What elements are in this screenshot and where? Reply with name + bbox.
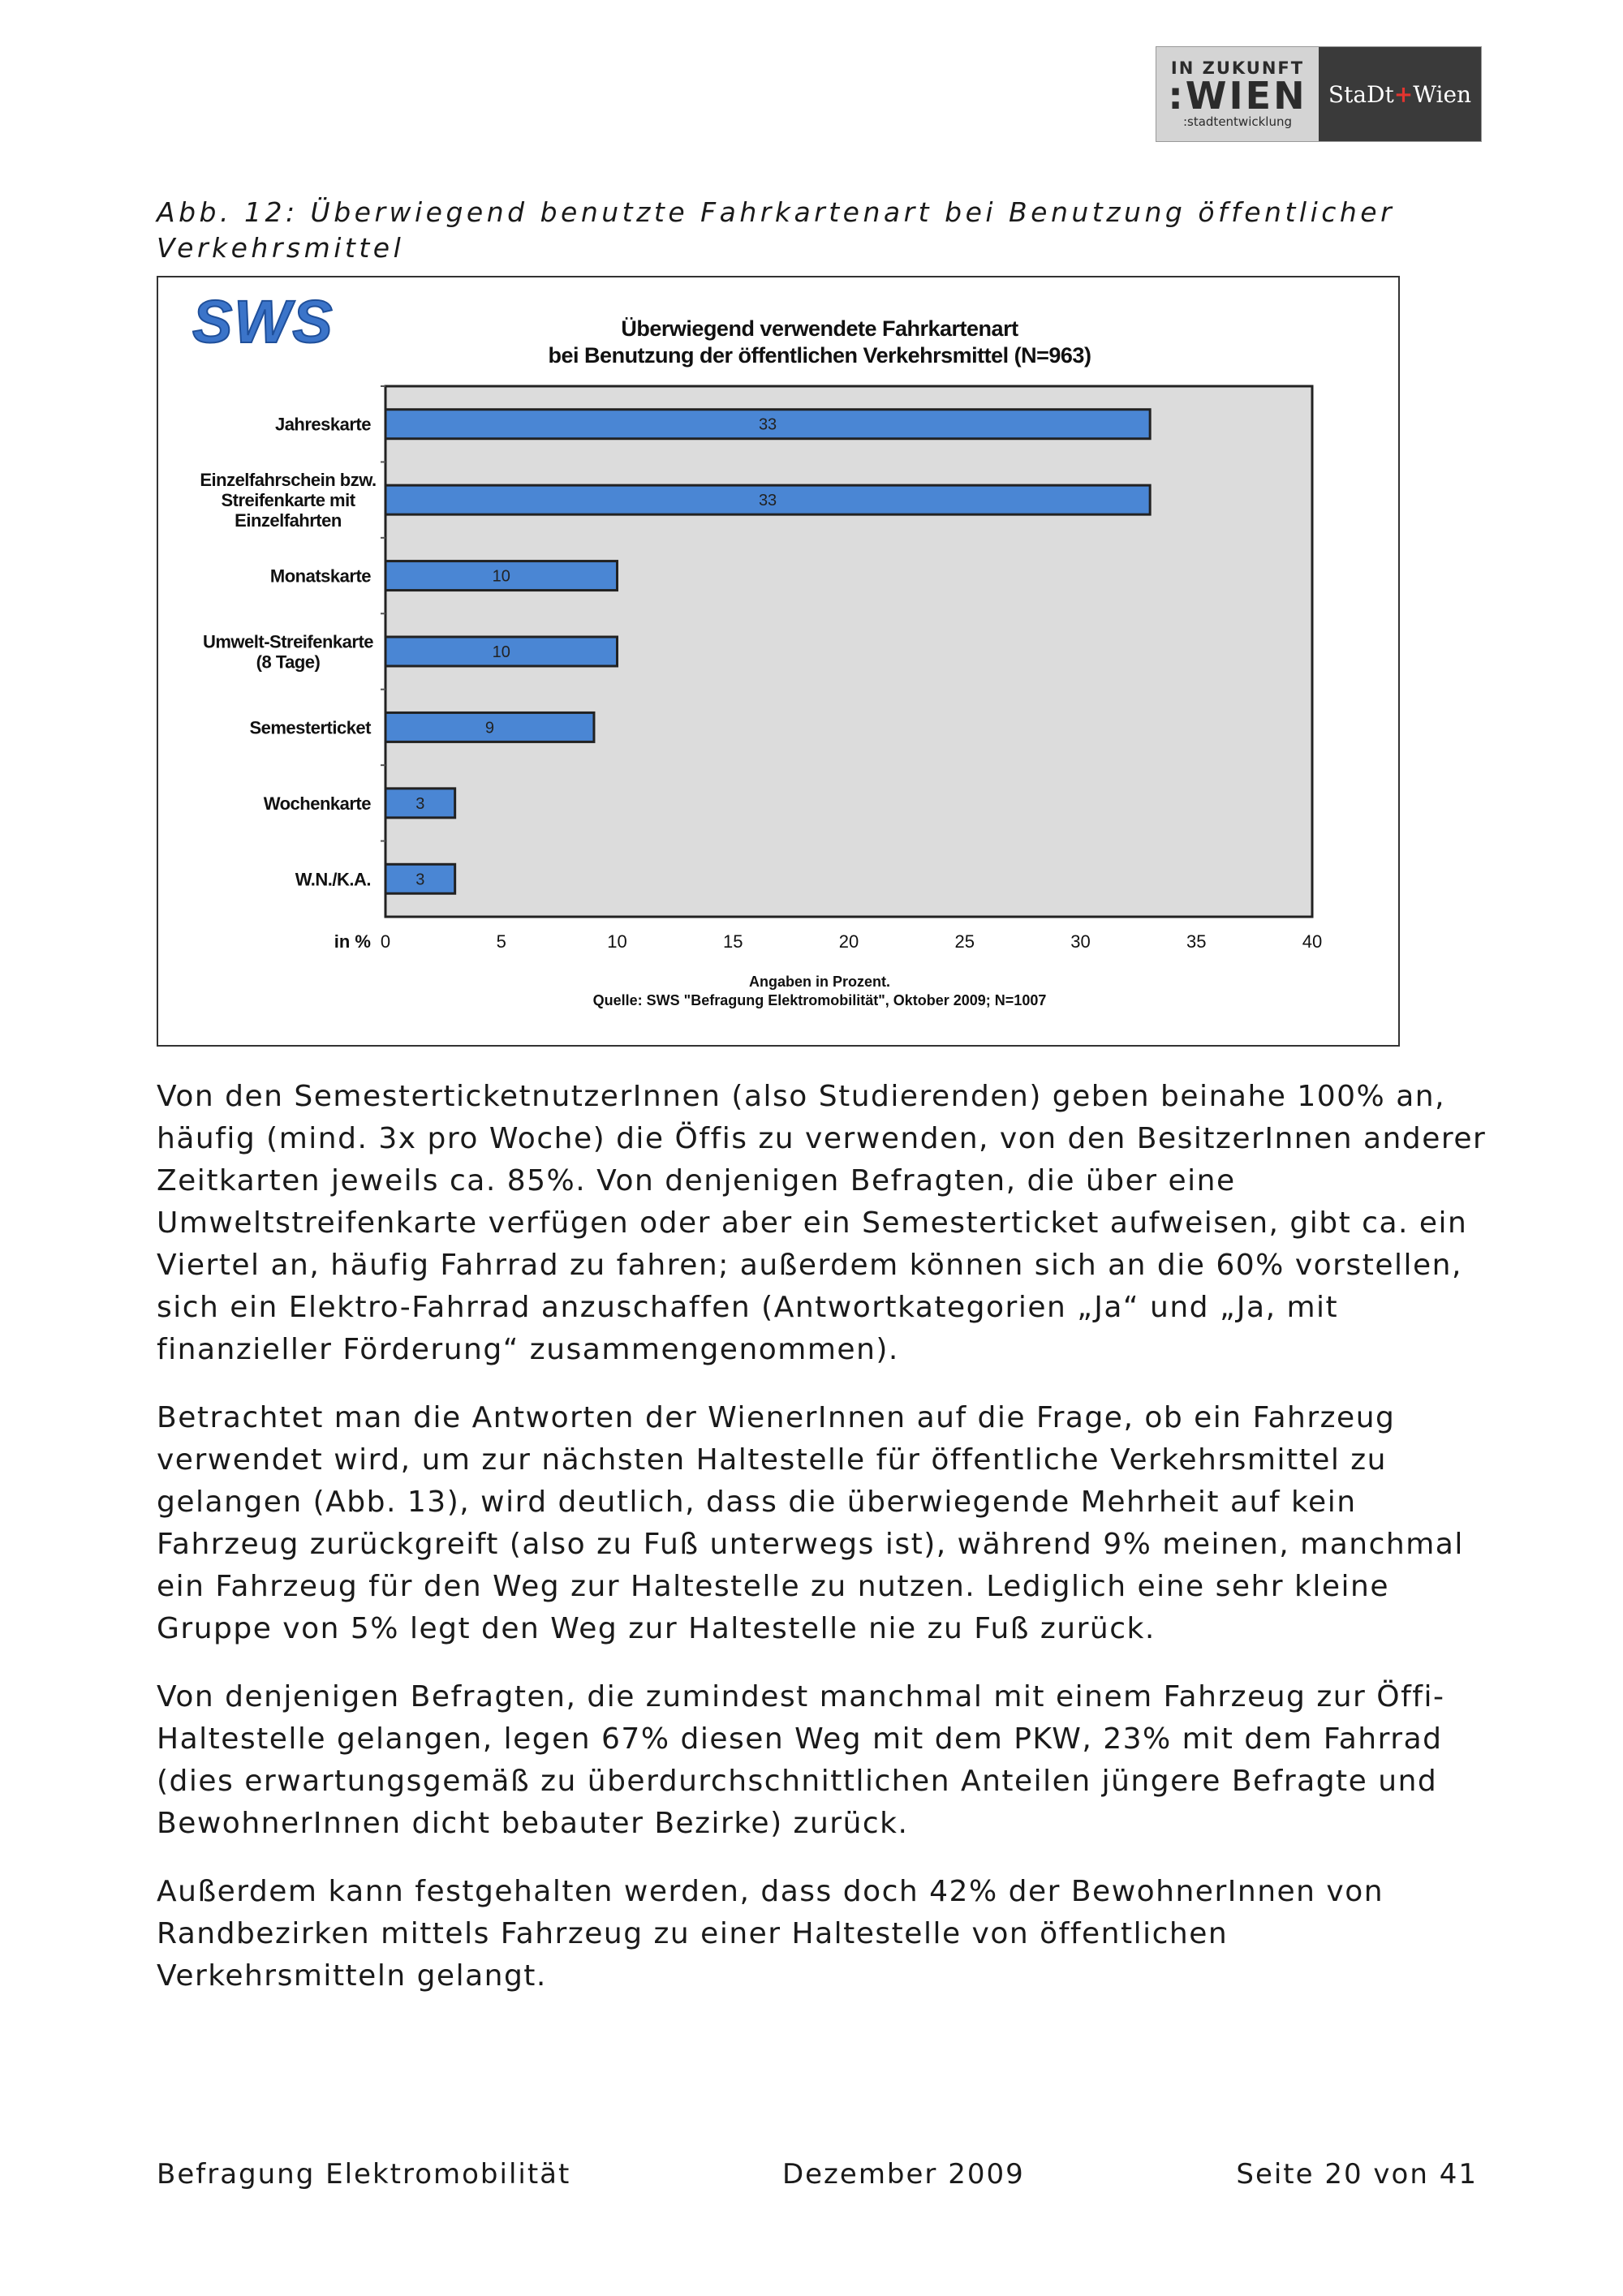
bar-value-label: 10 [492, 643, 510, 661]
body-text [157, 1076, 1487, 2023]
x-tick-label: 20 [838, 931, 859, 952]
footer-center: Dezember 2009 [781, 2158, 1025, 2191]
paragraph: Von denjenigen Befragten, die zumindest manchmal mit einem Fahrzeug zur Öffi-Haltestelle gelangen, legen 67% diesen Weg mit dem PKW, 23% mit dem Fahrrad (dies erwartungsgemäß zu überdurchschnittlichen Anteilen jüngere Befragte und BewohnerInnen dicht bebauter Bezirke) zurück. [157, 1680, 1445, 1840]
bar-value-label: 3 [415, 871, 425, 889]
x-tick-label: 35 [1186, 931, 1207, 952]
logo-line2: :WIEN [1168, 74, 1307, 118]
chart-title-line1: Überwiegend verwendete Fahrkartenart [621, 316, 1018, 341]
logo-line3: :stadtentwicklung [1182, 114, 1293, 129]
category-label: Wochenkarte [263, 793, 371, 814]
logo-right-cross: + [1393, 80, 1414, 108]
stadt-wien-logo [1319, 47, 1481, 141]
x-tick-label: 15 [723, 931, 743, 952]
category-label: Umwelt-Streifenkarte [202, 631, 374, 652]
x-axis-label: in % [334, 931, 371, 952]
bar-value-label: 3 [415, 794, 425, 813]
in-zukunft-wien-logo [1156, 47, 1319, 141]
chart-note-line1: Angaben in Prozent. [748, 974, 891, 990]
category-label: (8 Tage) [256, 651, 321, 673]
bar-value-label: 33 [758, 415, 777, 434]
header-logo [1156, 46, 1482, 142]
bar-value-label: 9 [484, 719, 495, 737]
footer-right: Seite 20 von 41 [1236, 2158, 1478, 2191]
category-label: Monatskarte [269, 565, 371, 587]
category-label: Streifenkarte mit [221, 490, 355, 511]
x-tick-label: 40 [1302, 931, 1323, 952]
category-label: Jahreskarte [274, 414, 371, 435]
paragraph: Von den SemesterticketnutzerInnen (also Studierenden) geben beinahe 100% an, häufig (mind. 3x pro Woche) die Öffis zu verwenden, von den BesitzerInnen anderer Zeitkarten jeweils ca. 85%. Von denjenigen Befragten, die über eine Umweltstreifenkarte verfügen oder aber ein Semesterticket aufweisen, gibt ca. ein Viertel an, häufig Fahrrad zu fahren; außerdem können sich an die 60% vorstellen, sich ein Elektro-Fahrrad anzuschaffen (Antwortkategorien „Ja“ und „Ja, mit finanzieller Förderung“ zusammengenommen). [157, 1080, 1487, 1366]
category-label: Einzelfahrten [235, 510, 342, 531]
sws-logo: SWS [192, 288, 334, 355]
bar-value-label: 33 [758, 492, 777, 510]
paragraph: Betrachtet man die Antworten der WienerInnen auf die Frage, ob ein Fahrzeug verwendet wird, um zur nächsten Haltestelle für öffentliche Verkehrsmittel zu gelangen (Abb. 13), wird deutlich, dass die überwiegende Mehrheit auf kein Fahrzeug zurückgreift (also zu Fuß unterwegs ist), während 9% meinen, manchmal ein Fahrzeug für den Weg zur Haltestelle zu nutzen. Lediglich eine sehr kleine Gruppe von 5% legt den Weg zur Haltestelle nie zu Fuß zurück. [157, 1401, 1464, 1645]
category-label: Einzelfahrschein bzw. [200, 470, 377, 491]
chart-frame [157, 276, 1400, 1047]
logo-right-b: Wien [1413, 80, 1472, 108]
bar-value-label: 10 [492, 567, 510, 586]
x-tick-label: 25 [954, 931, 975, 952]
page-footer [157, 2158, 1478, 2191]
paragraph: Außerdem kann festgehalten werden, dass doch 42% der BewohnerInnen von Randbezirken mittels Fahrzeug zu einer Haltestelle von öffentlichen Verkehrsmitteln gelangt. [157, 1875, 1384, 1993]
figure-caption: Abb. 12: Überwiegend benutzte Fahrkartenart bei Benutzung öffentlicher Verkehrsmittel [157, 196, 1396, 264]
logo-right-a: StaDt [1328, 80, 1394, 108]
x-tick-label: 30 [1070, 931, 1091, 952]
category-label: W.N./K.A. [295, 869, 371, 890]
logo-line1: IN ZUKUNFT [1170, 58, 1305, 78]
x-tick-label: 10 [607, 931, 627, 952]
footer-left: Befragung Elektromobilität [157, 2158, 571, 2191]
chart-note-line2: Quelle: SWS "Befragung Elektromobilität", Oktober 2009; N=1007 [592, 992, 1047, 1008]
bar-chart [158, 277, 1401, 1048]
chart-title-line2: bei Benutzung der öffentlichen Verkehrsmittel (N=963) [548, 343, 1091, 368]
x-tick-label: 0 [380, 931, 391, 952]
x-tick-label: 5 [496, 931, 506, 952]
category-label: Semesterticket [249, 717, 371, 738]
